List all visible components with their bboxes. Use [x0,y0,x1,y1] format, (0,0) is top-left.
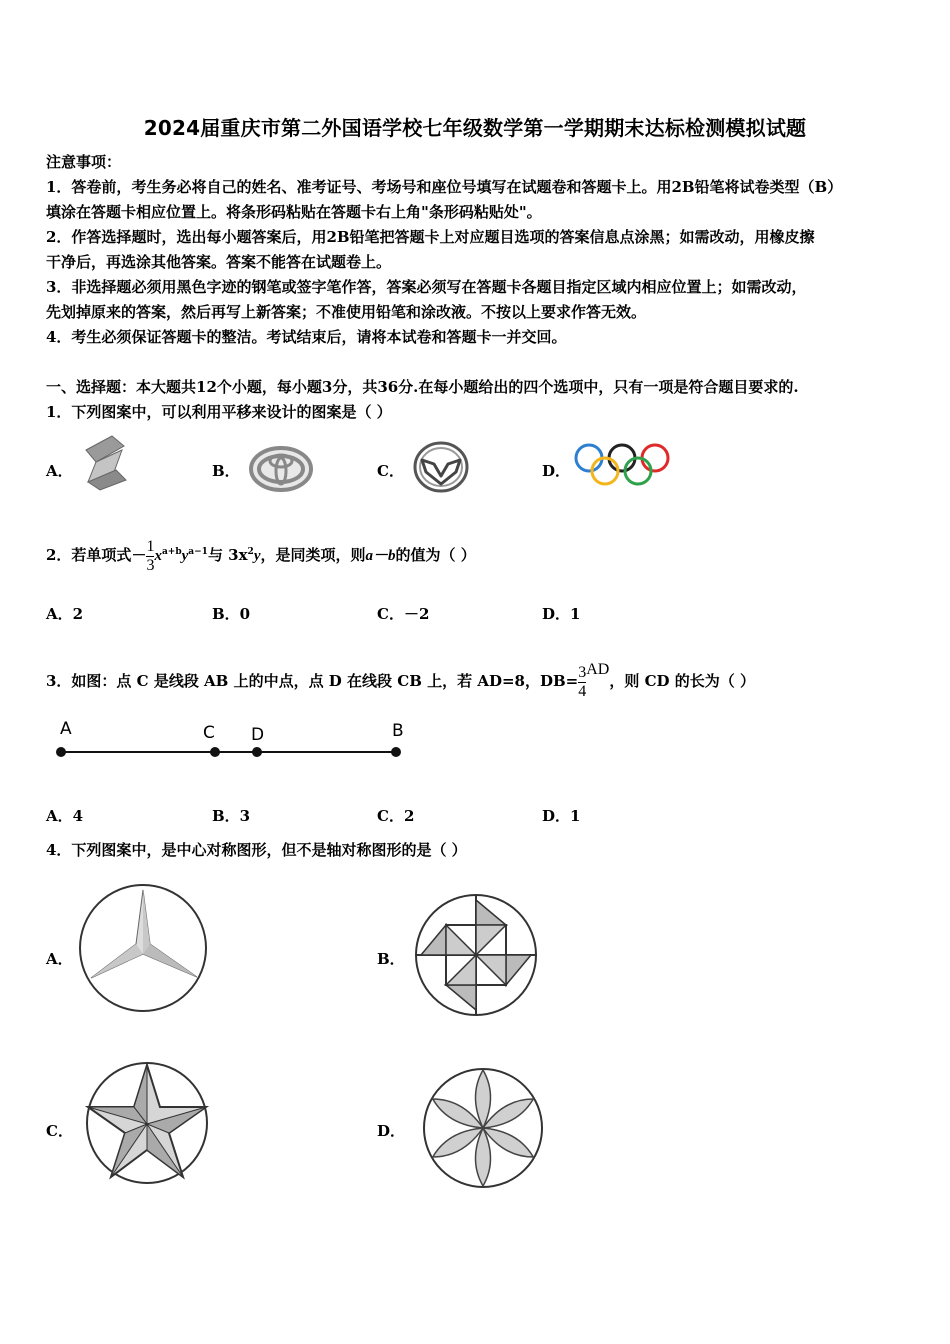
q2-option-b: B．0 [212,605,251,623]
q1-option-d-label: D． [542,462,571,480]
notice-line: 2．作答选择题时，选出每小题答案后，用2B铅笔把答题卡上对应题目选项的答案信息点涂黑；如需改动，用橡皮擦 [46,228,815,246]
q4-option-a-figure [77,882,209,1014]
q4-option-d-figure [420,1066,546,1190]
point-c-dot [210,747,220,757]
notice-line: 填涂在答题卡相应位置上。将条形码粘贴在答题卡右上角"条形码粘贴处"。 [46,203,542,221]
q2-tail-var: y [253,548,261,564]
notice-line: 干净后，再选涂其他答案。答案不能答在试题卷上。 [46,253,392,271]
point-a-dot [56,747,66,757]
q3-option-d: D．1 [542,807,581,825]
notice-line: 1．答卷前，考生务必将自己的姓名、准考证号、考场号和座位号填写在试题卷和答题卡上。用2B铅笔将试卷类型（B） [46,178,843,196]
olympic-rings-image [572,440,672,490]
q4-option-b-figure [413,892,539,1018]
q1-option-a-label: A． [46,462,73,480]
q2-exp-y: a−1 [188,547,208,557]
point-d-label: D [251,725,265,745]
q1-stem: 1．下列图案中，可以利用平移来设计的图案是（ ） [46,403,392,421]
q2-option-c: C．－2 [377,605,430,623]
q3-segment-figure [0,715,450,775]
q3-option-b: B．3 [212,807,251,825]
segment-line [61,751,397,753]
q3-fraction-tail: AD [586,661,610,678]
q3-stem [46,640,906,711]
q2-option-a: A．2 [46,605,84,623]
q2-base-x: x [154,548,162,564]
q4-option-d-label: D． [377,1122,406,1140]
point-d-dot [252,747,262,757]
mazda-logo-image [412,440,470,494]
q2-stem [46,522,906,586]
q2-fraction-numerator: 1 [146,537,155,555]
q2-prefix: 2．若单项式－ [46,546,147,564]
q1-option-b-label: B． [212,462,240,480]
q4-option-a-label: A． [46,950,73,968]
point-c-label: C [203,723,215,743]
notice-line: 4．考生必须保证答题卡的整洁。考试结束后，请将本试卷和答题卡一并交回。 [46,328,567,346]
q2-suffix: ，是同类项，则 [260,546,366,564]
q4-option-c-figure [82,1060,212,1184]
q3-option-a: A．4 [46,807,84,825]
section-heading: 一、选择题：本大题共12个小题，每小题3分，共36分.在每小题给出的四个选项中，只有一项是符合题目要求的. [46,378,799,396]
point-b-dot [391,747,401,757]
q2-mid: 与 3x [207,546,248,564]
notice-line: 3．非选择题必须用黑色字迹的钢笔或签字笔作答，答案必须写在答题卡各题目指定区域内相应位置上；如需改动， [46,278,807,296]
notice-line: 先划掉原来的答案，然后再写上新答案；不准使用铅笔和涂改液。不按以上要求作答无效。 [46,303,647,321]
point-a-label: A [60,719,72,739]
q4-option-b-label: B． [377,950,405,968]
q3-prefix: 3．如图：点 C 是线段 AB 上的中点，点 D 在线段 CB 上，若 AD=8，DB= [46,672,579,690]
q2-base-y: y [181,548,189,564]
point-b-label: B [392,721,404,741]
q2-expr: a－b [365,548,396,564]
q4-stem: 4．下列图案中，是中心对称图形，但不是轴对称图形的是（ ） [46,841,467,859]
toyota-logo-image [248,444,314,494]
notice-heading: 注意事项： [46,153,122,171]
suzuki-logo-image [76,432,134,494]
q3-option-c: C．2 [377,807,415,825]
q2-end: 的值为（ ） [395,546,476,564]
q3-suffix: ，则 CD 的长为（ ） [609,672,755,690]
q2-fraction-denominator: 3 [146,556,155,574]
q2-exp-2: 2 [247,547,254,557]
q3-fraction-numerator: 3 [578,663,587,681]
q4-option-c-label: C． [46,1122,73,1140]
q2-option-d: D．1 [542,605,581,623]
q2-exp-x: a+b [161,547,182,557]
page-title: 2024届重庆市第二外国语学校七年级数学第一学期期末达标检测模拟试题 [143,116,807,140]
q3-fraction-denominator: 4 [578,682,587,700]
q1-option-c-label: C． [377,462,404,480]
